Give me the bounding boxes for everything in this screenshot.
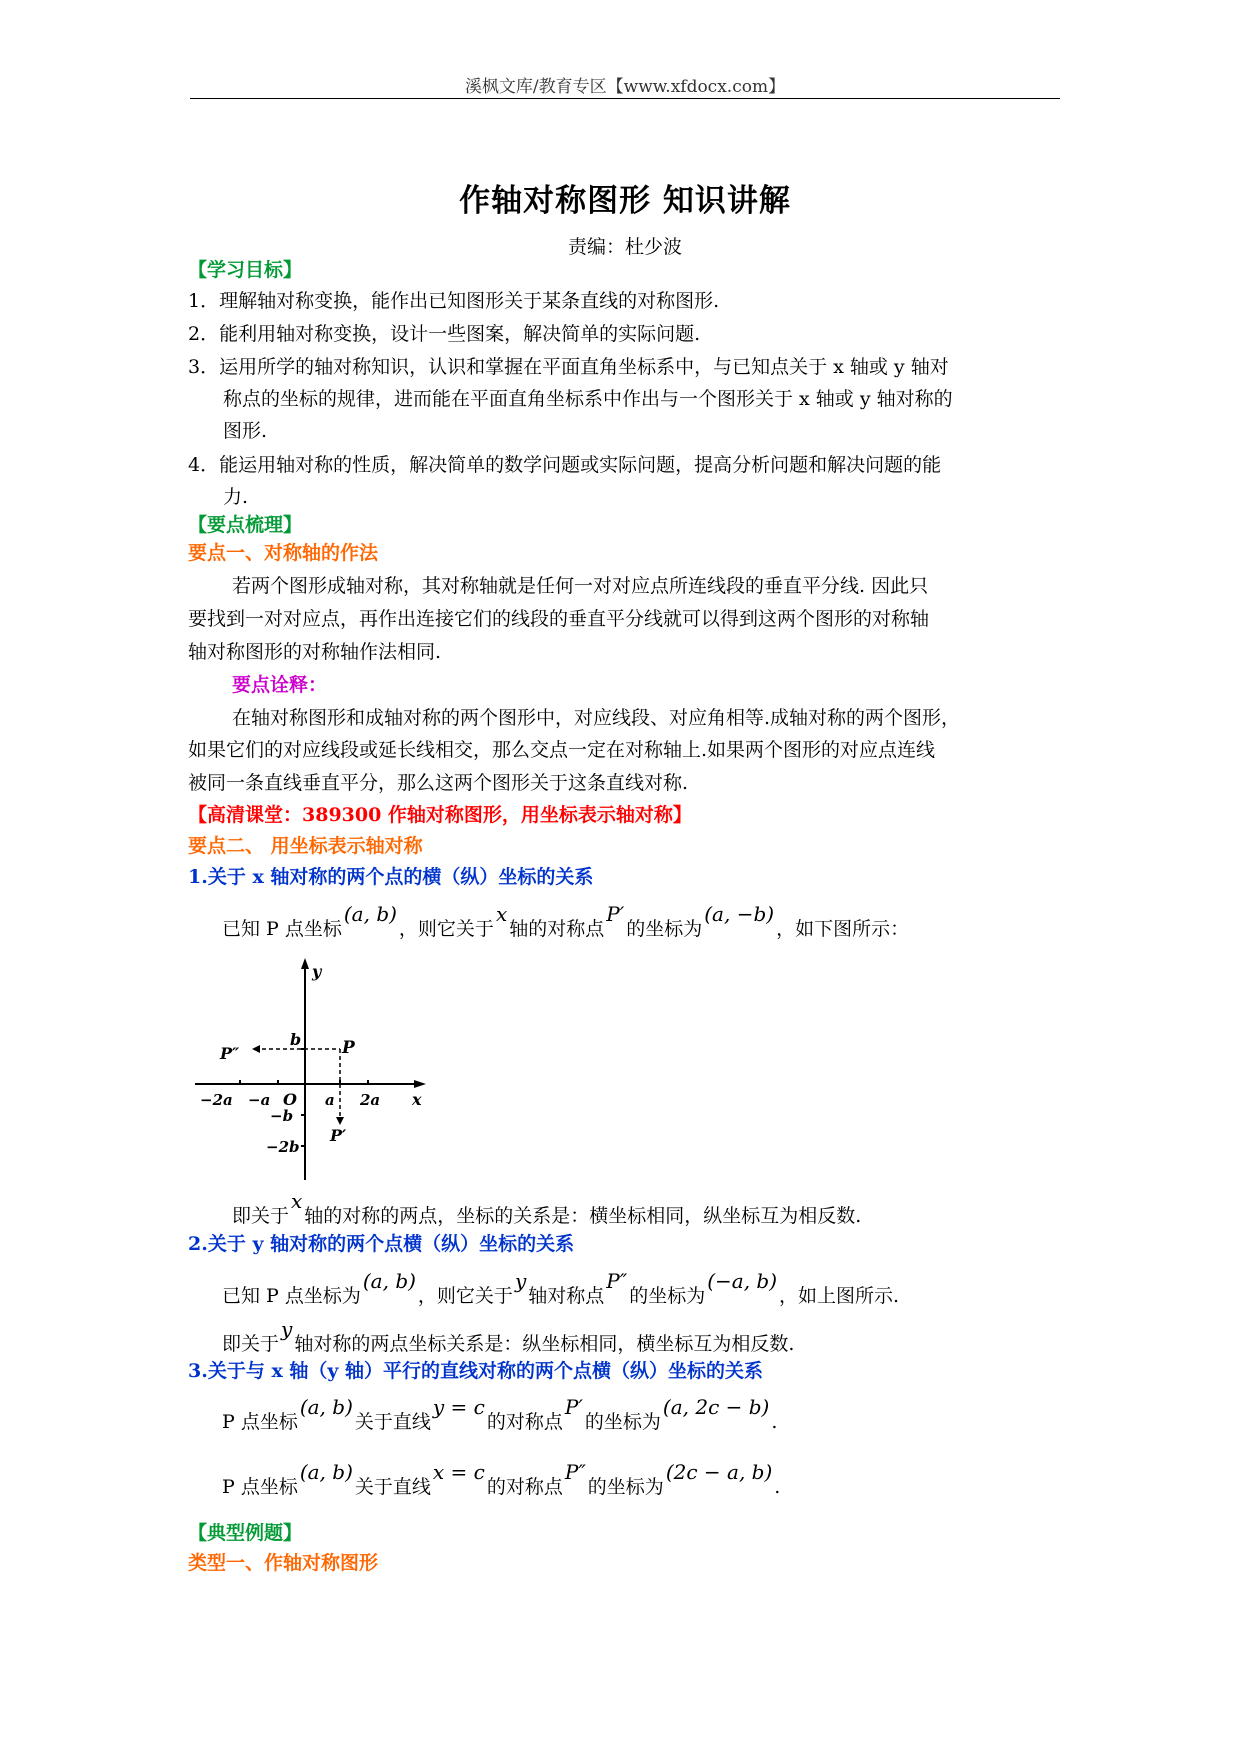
- sub3-title: 3.关于与 x 轴（y 轴）平行的直线对称的两个点横（纵）坐标的关系: [188, 1360, 764, 1382]
- sub1-title: 1.关于 x 轴对称的两个点的横（纵）坐标的关系: [188, 866, 594, 888]
- sub2-statement: 已知 P 点坐标为(a, b)，则它关于y轴对称点P″的坐标为(−a, b)，如上图所示.: [222, 1269, 900, 1307]
- note-line: 如果它们的对应线段或延长线相交，那么交点一定在对称轴上.如果两个图形的对应点连线: [188, 739, 936, 761]
- math-expression: x: [291, 1189, 303, 1213]
- tick-label: −b: [270, 1107, 294, 1125]
- point-label: P″: [220, 1044, 240, 1063]
- sub1-statement: 已知 P 点坐标(a, b)，则它关于x轴的对称点P′的坐标为(a, −b)，如下图所示：: [222, 902, 910, 940]
- math-expression: (a, b): [299, 1460, 353, 1484]
- goal-item: 力.: [223, 486, 249, 508]
- math-expression: (a, b): [299, 1395, 353, 1419]
- document-title: 作轴对称图形 知识讲解: [459, 183, 791, 219]
- key-points-heading: 【要点梳理】: [188, 514, 303, 536]
- paragraph-line: 若两个图形成轴对称，其对称轴就是任何一对对应点所连线段的垂直平分线. 因此只: [232, 575, 929, 597]
- goal-item: 4．能运用轴对称的性质，解决简单的数学问题或实际问题，提高分析问题和解决问题的能: [188, 454, 942, 476]
- editor-line: 责编：杜少波: [567, 236, 682, 258]
- sub2-title: 2.关于 y 轴对称的两个点横（纵）坐标的关系: [188, 1233, 575, 1255]
- math-expression: (a, b): [343, 902, 397, 926]
- x-axis-label: x: [412, 1090, 422, 1109]
- note-line: 在轴对称图形和成轴对称的两个图形中，对应线段、对应角相等.成轴对称的两个图形，: [232, 707, 961, 729]
- math-expression: (−a, b): [707, 1269, 778, 1293]
- header-rule: [190, 98, 1060, 99]
- tick-label: a: [325, 1091, 335, 1109]
- goal-item: 图形.: [223, 420, 268, 442]
- y-axis-label: y: [312, 962, 322, 981]
- math-expression: (a, 2c − b): [662, 1395, 770, 1419]
- tick-label: −a: [248, 1091, 271, 1109]
- coordinate-figure: [190, 955, 430, 1185]
- point-label: P′: [330, 1126, 347, 1145]
- math-expression: (a, b): [362, 1269, 416, 1293]
- point-label: P: [342, 1038, 355, 1058]
- note-title: 要点诠释：: [232, 674, 328, 696]
- note-line: 被同一条直线垂直平分，那么这两个图形关于这条直线对称.: [188, 772, 689, 794]
- paragraph-line: 要找到一对对应点，再作出连接它们的线段的垂直平分线就可以得到这两个图形的对称轴: [188, 608, 930, 630]
- example-type-1-title: 类型一、作轴对称图形: [188, 1552, 379, 1574]
- math-expression: P′: [606, 902, 625, 926]
- math-expression: (2c − a, b): [665, 1460, 773, 1484]
- goals-heading: 【学习目标】: [188, 259, 303, 281]
- goal-item: 2．能利用轴对称变换，设计一些图案，解决简单的实际问题.: [188, 323, 701, 345]
- goal-item: 1．理解轴对称变换，能作出已知图形关于某条直线的对称图形.: [188, 290, 720, 312]
- sub2-conclusion: 即关于y轴对称的两点坐标关系是：纵坐标相同，横坐标互为相反数.: [222, 1317, 795, 1355]
- math-expression: x = c: [432, 1460, 485, 1484]
- goal-item: 3．运用所学的轴对称知识，认识和掌握在平面直角坐标系中，与已知点关于 x 轴或 y 轴对: [188, 356, 949, 378]
- math-expression: y = c: [432, 1395, 485, 1419]
- sub1-conclusion: 即关于x轴的对称的两点，坐标的关系是：横坐标相同，纵坐标互为相反数.: [232, 1189, 862, 1227]
- sub3-rule-2: P 点坐标(a, b)关于直线x = c的对称点P″的坐标为(2c − a, b).: [222, 1460, 781, 1498]
- tick-label: −2b: [266, 1138, 300, 1156]
- goal-item: 称点的坐标的规律，进而能在平面直角坐标系中作出与一个图形关于 x 轴或 y 轴对称的: [223, 388, 953, 410]
- tick-label: b: [290, 1030, 302, 1049]
- coordinate-plane-svg: [190, 955, 430, 1185]
- math-expression: x: [495, 902, 508, 926]
- tick-label: −2a: [200, 1091, 233, 1109]
- point1-title: 要点一、对称轴的作法: [188, 542, 379, 564]
- math-expression: (a, −b): [704, 902, 775, 926]
- math-expression: P″: [606, 1269, 628, 1293]
- math-expression: P′: [564, 1395, 583, 1419]
- origin-label: O: [283, 1090, 297, 1109]
- paragraph-line: 轴对称图形的对称轴作法相同.: [188, 641, 442, 663]
- page-header: 溪枫文库/教育专区【www.xfdocx.com】: [464, 77, 786, 97]
- examples-heading: 【典型例题】: [188, 1522, 303, 1544]
- sub3-rule-1: P 点坐标(a, b)关于直线y = c的对称点P′的坐标为(a, 2c − b).: [222, 1395, 778, 1433]
- math-expression: P″: [564, 1460, 586, 1484]
- course-reference: 【高清课堂：389300 作轴对称图形，用坐标表示轴对称】: [188, 804, 692, 826]
- math-expression: y: [281, 1317, 293, 1341]
- math-expression: y: [514, 1269, 527, 1293]
- tick-label: 2a: [360, 1091, 381, 1109]
- point2-title: 要点二、 用坐标表示轴对称: [188, 835, 423, 857]
